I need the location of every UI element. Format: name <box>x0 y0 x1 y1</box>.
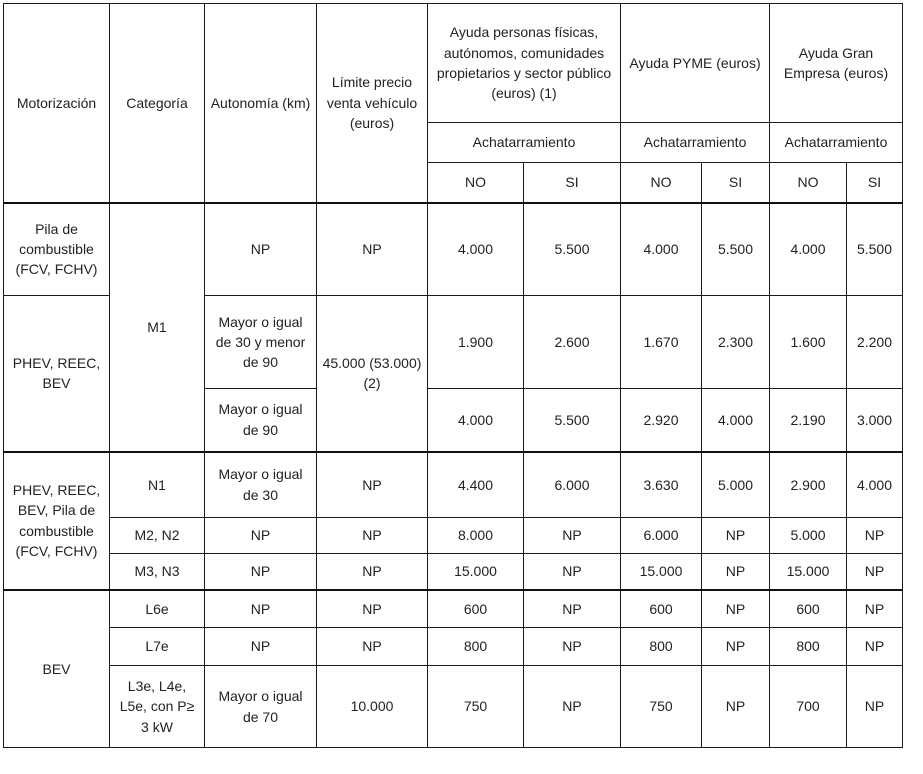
value-cell: NP <box>847 628 903 666</box>
value-cell: 4.000 <box>847 452 903 518</box>
value-cell: 700 <box>770 666 847 748</box>
value-cell: NP <box>702 628 770 666</box>
limite-cell: NP <box>317 203 428 296</box>
header-no: NO <box>770 163 847 203</box>
categoria-cell: N1 <box>110 452 205 518</box>
header-categoria: Categoría <box>110 4 205 203</box>
value-cell: 4.000 <box>702 389 770 452</box>
value-cell: 4.000 <box>428 203 524 296</box>
value-cell: 6.000 <box>524 452 621 518</box>
value-cell: 600 <box>770 590 847 628</box>
value-cell: NP <box>847 554 903 590</box>
autonomia-cell: Mayor o igual de 30 y menor de 90 <box>205 296 317 389</box>
subsidy-table <box>3 3 903 748</box>
categoria-cell: M2, N2 <box>110 518 205 554</box>
categoria-cell: L3e, L4e, L5e, con P≥ 3 kW <box>110 666 205 748</box>
autonomia-cell: NP <box>205 628 317 666</box>
value-cell: 2.190 <box>770 389 847 452</box>
header-limite-precio: Límite precio venta vehículo (euros) <box>317 4 428 203</box>
value-cell: NP <box>847 518 903 554</box>
motorizacion-cell: Pila de combustible (FCV, FCHV) <box>4 203 110 296</box>
value-cell: 750 <box>428 666 524 748</box>
value-cell: NP <box>702 590 770 628</box>
autonomia-cell: NP <box>205 518 317 554</box>
value-cell: 1.600 <box>770 296 847 389</box>
limite-cell: 45.000 (53.000) (2) <box>317 296 428 452</box>
header-autonomia: Autonomía (km) <box>205 4 317 203</box>
value-cell: 5.500 <box>524 389 621 452</box>
value-cell: 2.300 <box>702 296 770 389</box>
categoria-cell: M1 <box>110 203 205 452</box>
header-si: SI <box>524 163 621 203</box>
value-cell: 800 <box>770 628 847 666</box>
header-no: NO <box>621 163 702 203</box>
value-cell: 8.000 <box>428 518 524 554</box>
value-cell: 5.500 <box>847 203 903 296</box>
value-cell: 3.630 <box>621 452 702 518</box>
value-cell: 1.900 <box>428 296 524 389</box>
value-cell: NP <box>524 590 621 628</box>
header-achatarramiento: Achatarramiento <box>428 123 621 163</box>
value-cell: 4.000 <box>770 203 847 296</box>
limite-cell: NP <box>317 518 428 554</box>
motorizacion-cell: BEV <box>4 590 110 748</box>
table-row <box>4 628 903 666</box>
value-cell: 1.670 <box>621 296 702 389</box>
header-si: SI <box>702 163 770 203</box>
value-cell: NP <box>702 666 770 748</box>
value-cell: 2.900 <box>770 452 847 518</box>
value-cell: NP <box>524 518 621 554</box>
value-cell: 2.600 <box>524 296 621 389</box>
value-cell: 5.500 <box>702 203 770 296</box>
limite-cell: NP <box>317 452 428 518</box>
header-motorizacion: Motorización <box>4 4 110 203</box>
table-row <box>4 452 903 518</box>
header-achatarramiento: Achatarramiento <box>770 123 903 163</box>
header-ayuda-personas: Ayuda personas físicas, autónomos, comunidades propietarios y sector público (euros) (1) <box>428 4 621 123</box>
value-cell: 800 <box>621 628 702 666</box>
header-si: SI <box>847 163 903 203</box>
limite-cell: NP <box>317 590 428 628</box>
header-ayuda-pyme: Ayuda PYME (euros) <box>621 4 770 123</box>
autonomia-cell: NP <box>205 554 317 590</box>
autonomia-cell: Mayor o igual de 70 <box>205 666 317 748</box>
value-cell: 4.400 <box>428 452 524 518</box>
value-cell: 6.000 <box>621 518 702 554</box>
value-cell: NP <box>847 590 903 628</box>
limite-cell: NP <box>317 628 428 666</box>
value-cell: NP <box>524 666 621 748</box>
limite-cell: NP <box>317 554 428 590</box>
categoria-cell: M3, N3 <box>110 554 205 590</box>
value-cell: 2.920 <box>621 389 702 452</box>
value-cell: NP <box>702 554 770 590</box>
autonomia-cell: Mayor o igual de 90 <box>205 389 317 452</box>
autonomia-cell: Mayor o igual de 30 <box>205 452 317 518</box>
limite-cell: 10.000 <box>317 666 428 748</box>
categoria-cell: L6e <box>110 590 205 628</box>
value-cell: 4.000 <box>428 389 524 452</box>
value-cell: 600 <box>428 590 524 628</box>
value-cell: 5.500 <box>524 203 621 296</box>
value-cell: 600 <box>621 590 702 628</box>
value-cell: 800 <box>428 628 524 666</box>
value-cell: 750 <box>621 666 702 748</box>
value-cell: 15.000 <box>621 554 702 590</box>
table-row <box>4 518 903 554</box>
value-cell: NP <box>524 554 621 590</box>
table-row <box>4 203 903 296</box>
value-cell: 3.000 <box>847 389 903 452</box>
value-cell: 5.000 <box>702 452 770 518</box>
value-cell: 2.200 <box>847 296 903 389</box>
categoria-cell: L7e <box>110 628 205 666</box>
motorizacion-cell: PHEV, REEC, BEV <box>4 296 110 452</box>
value-cell: NP <box>702 518 770 554</box>
value-cell: 5.000 <box>770 518 847 554</box>
table-row <box>4 554 903 590</box>
header-ayuda-gran-empresa: Ayuda Gran Empresa (euros) <box>770 4 903 123</box>
motorizacion-cell: PHEV, REEC, BEV, Pila de combustible (FCV, FCHV) <box>4 452 110 590</box>
header-achatarramiento: Achatarramiento <box>621 123 770 163</box>
table-row <box>4 590 903 628</box>
value-cell: 15.000 <box>428 554 524 590</box>
table-row <box>4 666 903 748</box>
value-cell: 15.000 <box>770 554 847 590</box>
value-cell: NP <box>847 666 903 748</box>
autonomia-cell: NP <box>205 590 317 628</box>
autonomia-cell: NP <box>205 203 317 296</box>
value-cell: NP <box>524 628 621 666</box>
value-cell: 4.000 <box>621 203 702 296</box>
header-no: NO <box>428 163 524 203</box>
